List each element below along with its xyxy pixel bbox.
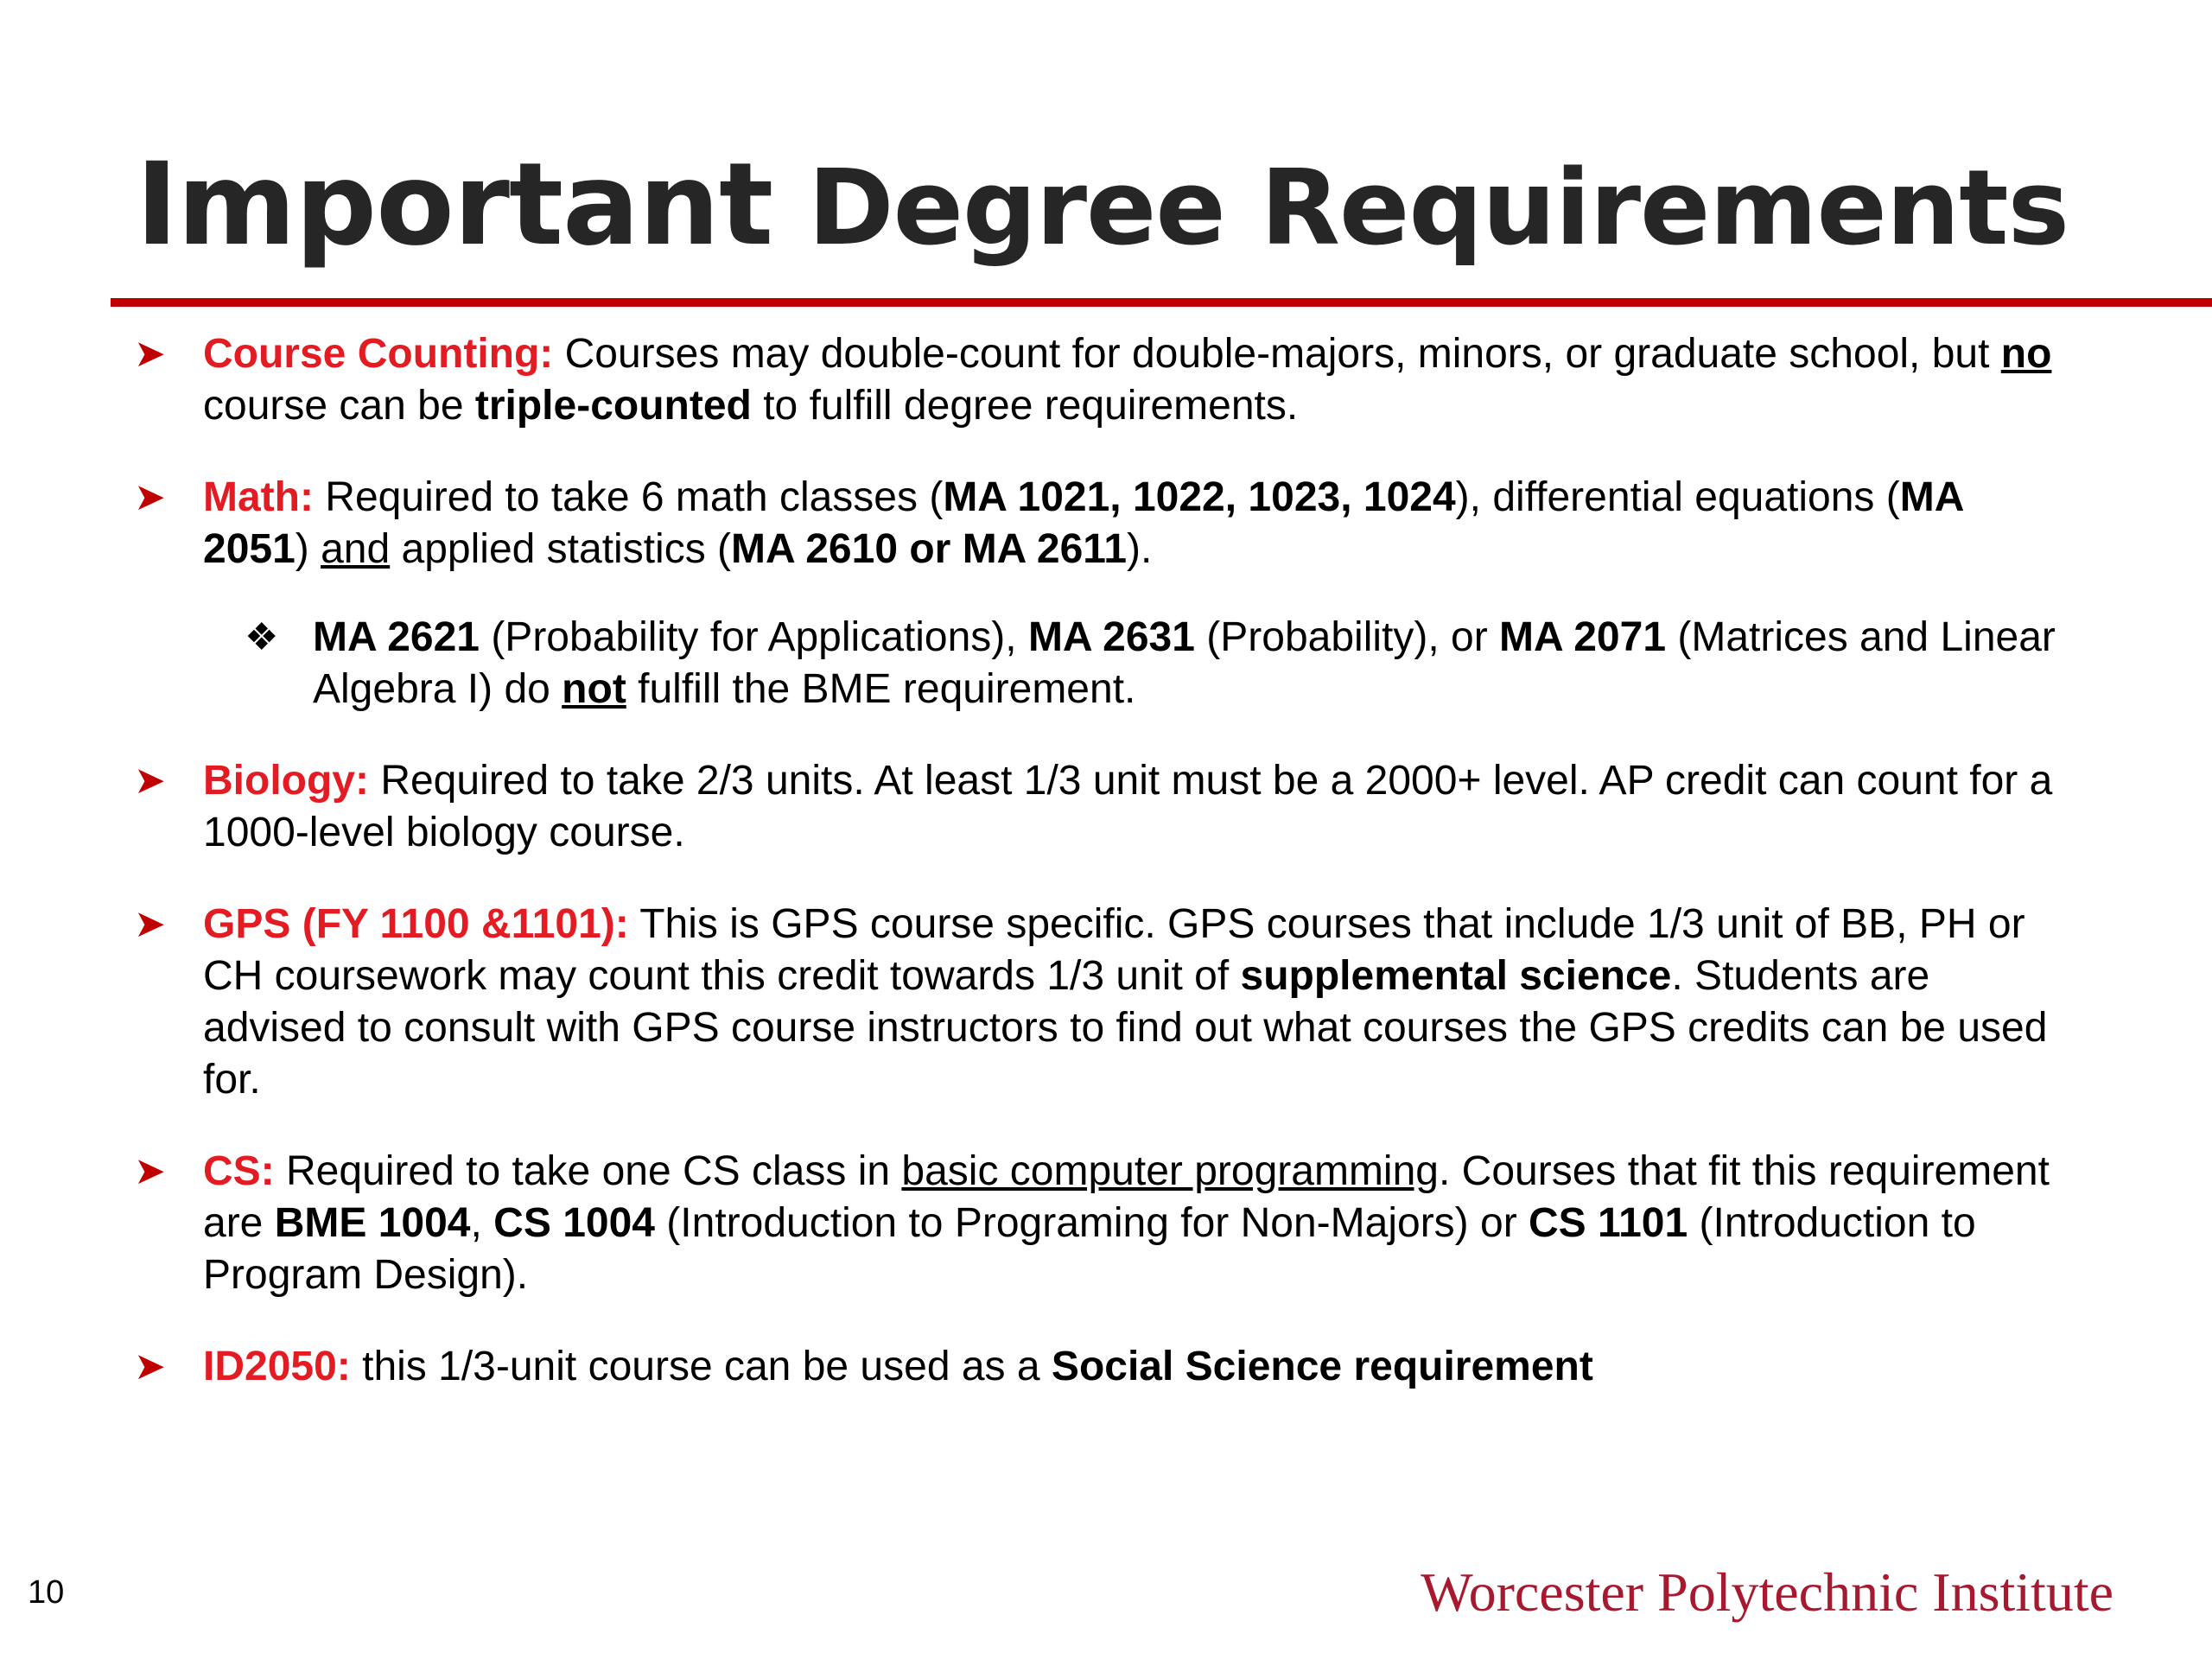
item-lead: GPS (FY 1100 &1101):	[203, 901, 629, 947]
item-lead: Biology:	[203, 758, 369, 804]
emphasis-not: not	[562, 666, 626, 712]
item-text: Required to take 2/3 units. At least 1/3 unit must be a 2000+ level. AP credit can count for a 1000-level biology course.	[203, 758, 2053, 855]
institution-wordmark: Worcester Polytechnic Institute	[1421, 1561, 2113, 1623]
item-text: . Students are advised to consult with GPS course instructors to find out what courses the GPS credits can be used for.	[203, 953, 2048, 1103]
item-lead: Course Counting:	[203, 331, 554, 377]
item-text: applied statistics (	[390, 526, 732, 572]
item-text: ).	[1127, 526, 1153, 572]
item-lead: ID2050:	[203, 1344, 351, 1389]
course-codes: MA 2610 or MA 2611	[731, 526, 1128, 572]
title-part-1: Important	[136, 138, 773, 271]
item-math	[134, 472, 2061, 575]
course-code: BME 1004	[274, 1200, 471, 1246]
arrow-bullet-icon: ➤	[134, 333, 166, 375]
arrow-bullet-icon: ➤	[134, 903, 166, 945]
item-text: (Probability), or	[1194, 614, 1500, 660]
requirements-list	[134, 328, 2061, 1433]
item-id2050	[134, 1341, 2061, 1393]
item-biology	[134, 755, 2061, 859]
emphasis-triple-counted: triple-counted	[474, 383, 752, 429]
emphasis-no: no	[2000, 331, 2052, 377]
subitem-math-exclusions	[134, 612, 2061, 715]
item-lead: CS:	[203, 1148, 275, 1194]
item-course-counting	[134, 328, 2061, 432]
course-code: MA 2621	[313, 614, 480, 660]
item-text: ), differential equations (	[1455, 474, 1900, 520]
emphasis-social-science: Social Science requirement	[1051, 1344, 1593, 1389]
item-cs	[134, 1146, 2061, 1301]
slide-title	[136, 138, 2069, 271]
emphasis-supplemental-science: supplemental science	[1240, 953, 1672, 999]
item-text: fulfill the BME requirement.	[626, 666, 1136, 712]
diamond-bullet-icon: ❖	[245, 616, 279, 658]
item-text: ,	[470, 1200, 494, 1246]
item-text: This is GPS course specific. GPS courses that include 1/3 unit of BB, PH or CH coursework may count this credit towards 1/3 unit of	[203, 901, 2025, 999]
item-text: (Probability for Applications),	[479, 614, 1028, 660]
arrow-bullet-icon: ➤	[134, 760, 166, 802]
item-gps	[134, 899, 2061, 1106]
item-text: to fulfill degree requirements.	[751, 383, 1299, 429]
item-text: Courses may double-count for double-majors, minors, or graduate school, but	[553, 331, 2001, 377]
emphasis-basic-programming: basic computer programming	[901, 1148, 1439, 1194]
course-code: MA 2071	[1499, 614, 1667, 660]
item-text: )	[295, 526, 321, 572]
course-code: CS 1004	[493, 1200, 655, 1246]
emphasis-and: and	[321, 526, 391, 572]
arrow-bullet-icon: ➤	[134, 476, 166, 518]
arrow-bullet-icon: ➤	[134, 1345, 166, 1388]
title-part-2: Degree Requirements	[772, 149, 2069, 269]
item-text: (Introduction to Programing for Non-Majors) or	[654, 1200, 1529, 1246]
item-text: . Courses that fit this requirement are	[203, 1148, 2050, 1246]
course-codes: MA 1021, 1022, 1023, 1024	[943, 474, 1456, 520]
slide-number: 10	[28, 1574, 65, 1611]
arrow-bullet-icon: ➤	[134, 1150, 166, 1192]
course-code: MA 2631	[1027, 614, 1195, 660]
title-divider	[111, 298, 2212, 307]
item-text: Required to take 6 math classes (	[313, 474, 944, 520]
course-code: MA 2051	[203, 474, 1963, 572]
item-text: course can be	[203, 383, 475, 429]
item-text: (Introduction to Program Design).	[203, 1200, 1976, 1298]
course-code: CS 1101	[1529, 1200, 1688, 1246]
item-text: this 1/3-unit course can be used as a	[350, 1344, 1052, 1389]
item-text: Required to take one CS class in	[274, 1148, 902, 1194]
item-text: (Matrices and Linear Algebra I) do	[313, 614, 2056, 712]
item-lead: Math:	[203, 474, 314, 520]
